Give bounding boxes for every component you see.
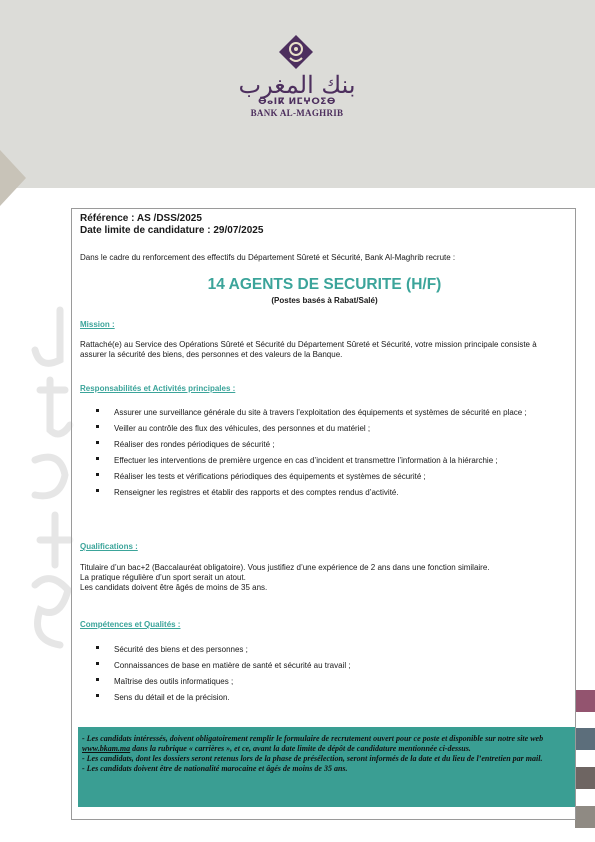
list-item: Veiller au contrôle des flux des véhicules, des personnes et du matériel ; [96,421,566,437]
list-item: Effectuer les interventions de première urgence en cas d’incident et transmettre l’information à la hiérarchie ; [96,453,566,469]
list-item: Réaliser les tests et vérifications périodiques des équipements et systèmes de sécurité ; [96,469,566,485]
list-item: Assurer une surveillance générale du site à travers l’exploitation des équipements et systèmes de sécurité en place ; [96,405,566,421]
reference-block [80,213,263,237]
notice-line-eligibility: - Les candidats doivent être de nationalité marocaine et âgés de moins de 35 ans. [82,764,348,773]
list-item: Maîtrise des outils informatiques ; [96,674,566,690]
side-tab-plum [575,690,595,712]
notice-text: - Les candidats intéressés, doivent obligatoirement remplir le formulaire de recrutement ouvert pour ce poste et disponible sur notre site web [82,734,544,743]
website-link[interactable]: www.bkam.ma [82,744,131,753]
job-location: (Postes basés à Rabat/Salé) [271,296,378,305]
responsibilities-heading: Responsabilités et Activités principales : [80,384,236,393]
notice-text: dans la rubrique « carrières », et ce, avant la date limite de dépôt de candidature mentionnée ci-dessus. [130,744,471,753]
list-item: Sécurité des biens et des personnes ; [96,642,566,658]
skills-list [96,642,566,706]
notice-line-shortlist: - Les candidats, dont les dossiers seront retenus lors de la phase de présélection, seront informés de la date et du lieu de l’entretien par mail. [82,754,543,763]
logo-latin-text: BANK AL-MAGHRIB [250,108,344,118]
application-deadline: Date limite de candidature : 29/07/2025 [80,225,264,236]
qualifications-heading: Qualifications : [80,542,138,551]
side-tab-taupe [575,767,595,789]
qualification-line: Les candidats doivent être âgés de moins de 35 ans. [80,583,268,592]
list-item: Connaissances de base en matière de santé et sécurité au travail ; [96,658,566,674]
list-item: Sens du détail et de la précision. [96,690,566,706]
mission-text: Rattaché(e) au Service des Opérations Sûreté et Sécurité du Département Sûreté et Sécurité, votre mission principale consiste à assurer la sécurité des biens, des personnes et des valeurs de la Banque. [80,340,537,359]
bank-logo [232,34,362,120]
side-tab-slate [575,728,595,750]
qualification-line: La pratique régulière d’un sport serait un atout. [80,573,246,582]
mission-heading: Mission : [80,320,115,329]
list-item: Renseigner les registres et établir des rapports et des comptes rendus d’activité. [96,485,566,501]
bank-emblem-icon [278,34,314,70]
skills-heading: Compétences et Qualités : [80,620,181,629]
job-offer-card [71,208,576,820]
application-notice [78,727,575,807]
intro-text: Dans le cadre du renforcement des effectifs du Département Sûreté et Sécurité, Bank Al-Maghrib recrute : [80,253,456,262]
logo-tifinagh-text: ⴱⴰⵏⴽ ⵍⵎⵖⵔⵉⴱ [258,97,336,107]
responsibilities-list [96,405,566,501]
reference-number: Référence : AS /DSS/2025 [80,213,202,224]
header-wedge-decoration [0,150,26,206]
logo-arabic-text: بنك المغرب [238,71,356,99]
qualifications-text [80,563,565,593]
notice-line-apply [82,734,569,754]
job-title: 14 AGENTS DE SECURITE (H/F) [207,276,442,293]
qualification-line: Titulaire d’un bac+2 (Baccalauréat obligatoire). Vous justifiez d’une expérience de 2 ans dans une fonction similaire. [80,563,490,572]
list-item: Réaliser des rondes périodiques de sécurité ; [96,437,566,453]
side-tab-grey [575,806,595,828]
